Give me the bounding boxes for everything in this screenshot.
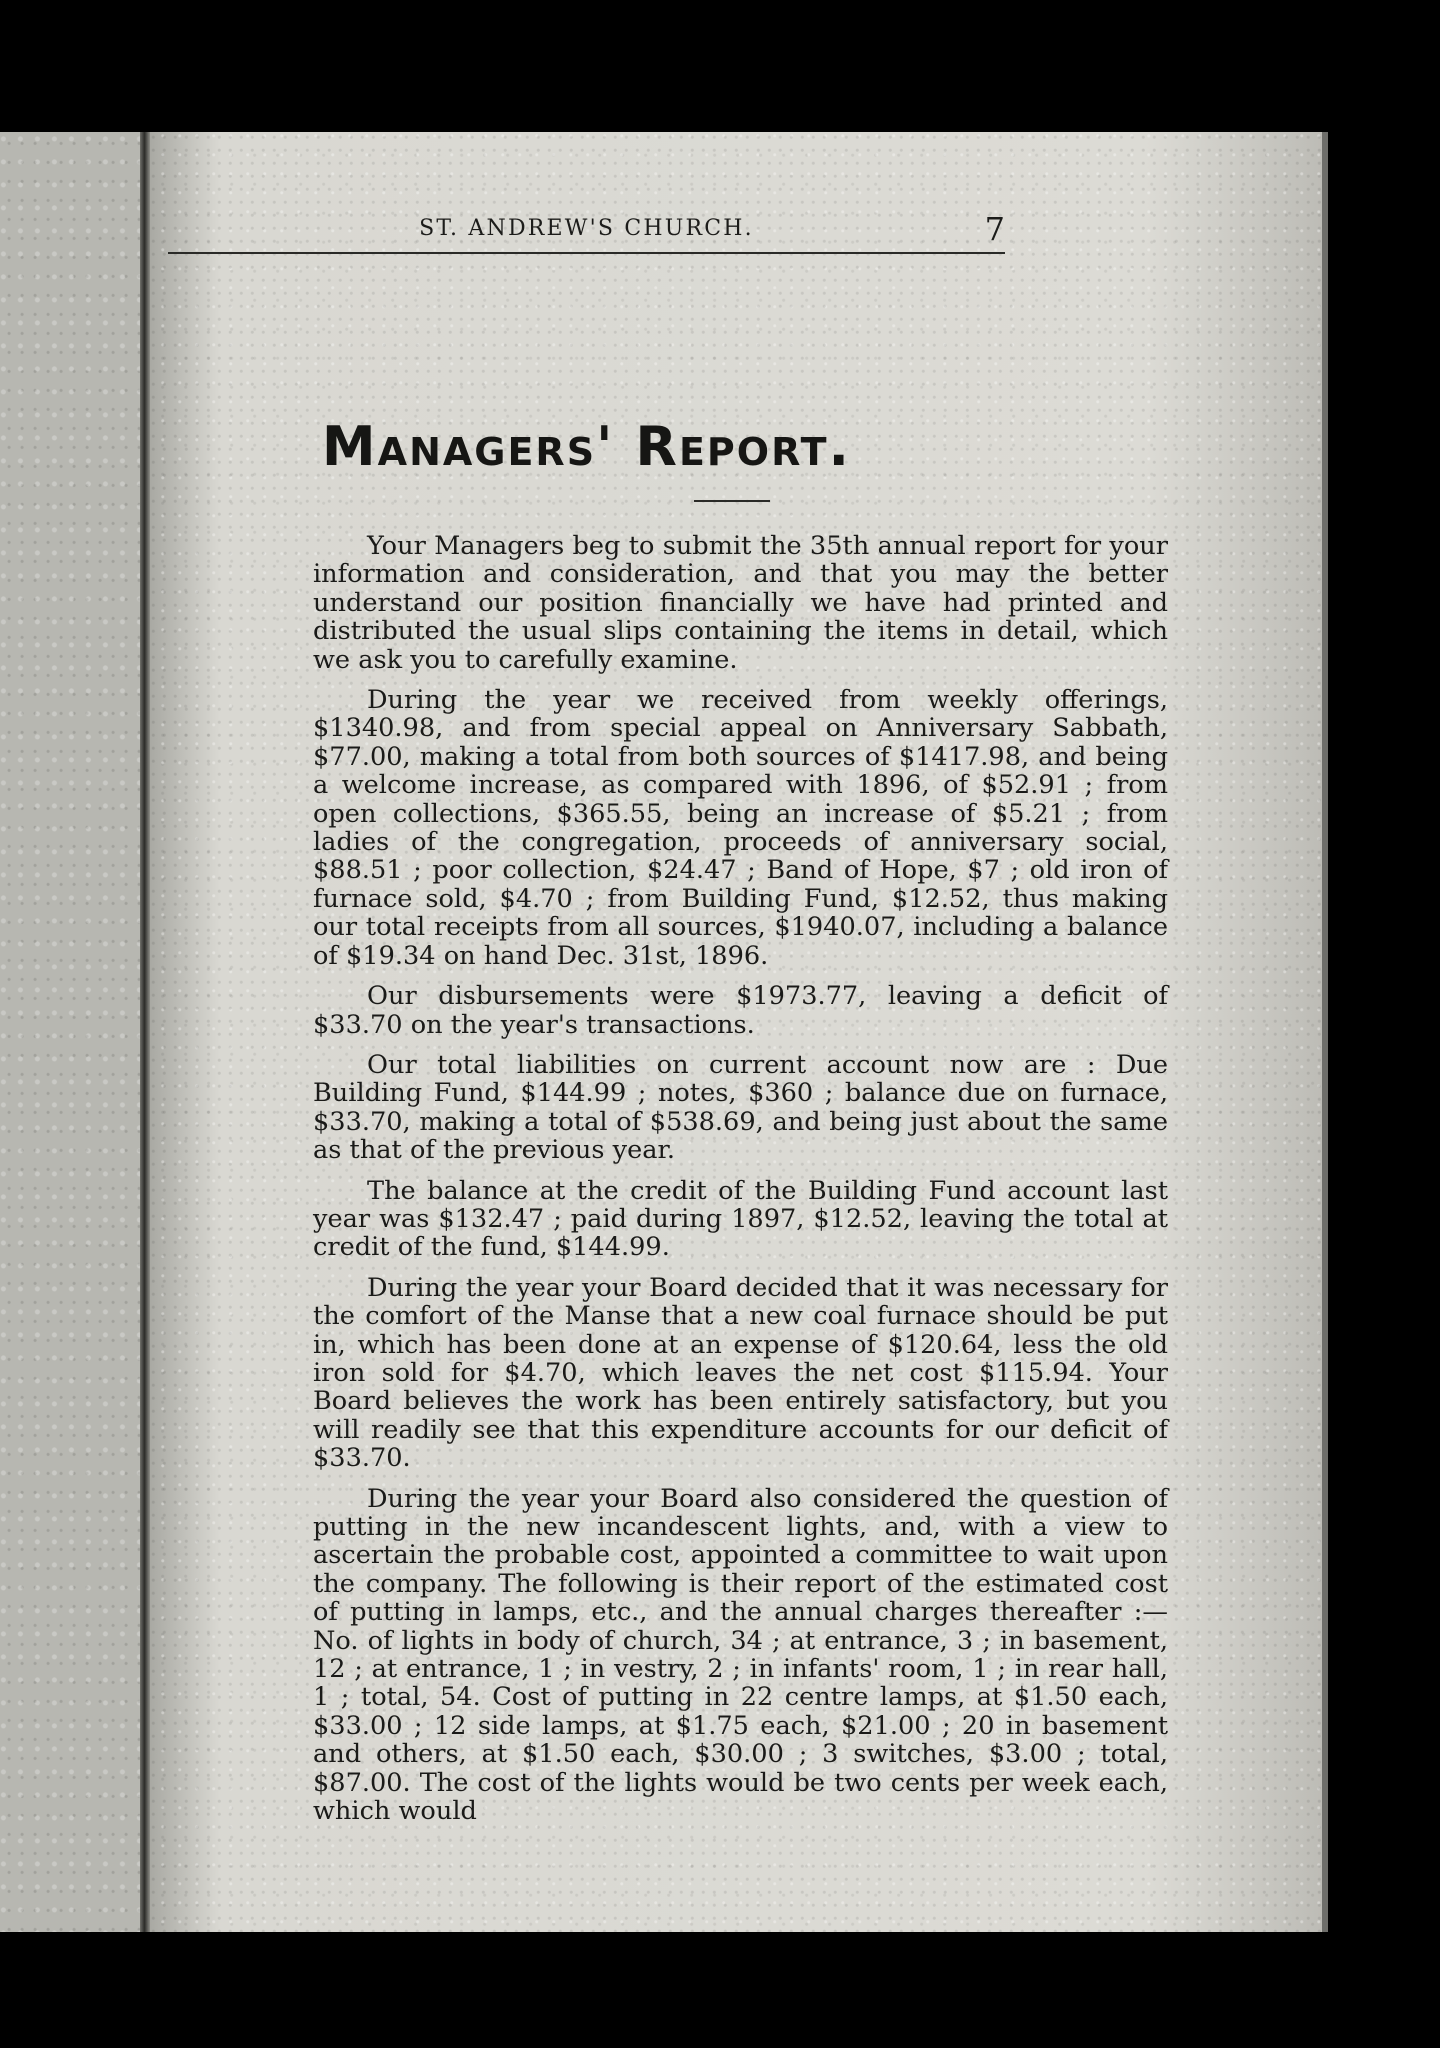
title-rule <box>694 500 770 502</box>
book-gutter <box>140 132 150 1932</box>
facing-page-edge <box>0 132 148 1932</box>
paragraph-receipts: During the year we received from weekly offerings, $1340.98, and from special appeal on Anniversary Sabbath, $77.00, making a total from both sources of $1417.98, and being a welcome increase, as compared with 1896, of $52.91 ; from open collections, $365.55, being an increase of $5.21 ; from ladies of the congregation, proceeds of anniversary social, $88.51 ; poor collection, $24.47 ; Band of Hope, $7 ; old iron of furnace sold, $4.70 ; from Building Fund, $12.52, thus making our total receipts from all sources, $1940.07, including a balance of $19.34 on hand Dec. 31st, 1896. <box>313 685 1168 971</box>
paragraph-lights: During the year your Board also considered the question of putting in the new incandescent lights, and, with a view to ascertain the probable cost, appointed a committee to wait upon the company. The following is their report of the estimated cost of putting in lamps, etc., and the annual charges thereafter :—No. of lights in body of church, 34 ; at entrance, 3 ; in basement, 12 ; at entrance, 1 ; in vestry, 2 ; in infants' room, 1 ; in rear hall, 1 ; total, 54. Cost of putting in 22 centre lamps, at $1.50 each, $33.00 ; 12 side lamps, at $1.75 each, $21.00 ; 20 in basement and others, at $1.50 each, $30.00 ; 3 switches, $3.00 ; total, $87.00. The cost of the lights would be two cents per week each, which would <box>313 1483 1168 1827</box>
paragraph-disbursements: Our disbursements were $1973.77, leaving a deficit of $33.70 on the year's transactions. <box>313 981 1168 1040</box>
report-title: Managers' Report. <box>321 415 852 478</box>
paragraph-introduction: Your Managers beg to submit the 35th annual report for your information and consideration, and that you may the better understand our position financially we have had printed and distributed the usual slips containing the items in detail, which we ask you to carefully examine. <box>313 531 1168 675</box>
paragraph-furnace: During the year your Board decided that it was necessary for the comfort of the Manse that a new coal furnace should be put in, which has been done at an expense of $120.64, less the old iron sold for $4.70, which leaves the net cost $115.94. Your Board believes the work has been entirely satisfactory, but you will readily see that this expenditure accounts for our deficit of $33.70. <box>313 1272 1168 1474</box>
page-number: 7 <box>984 210 1005 248</box>
running-header <box>168 186 1005 256</box>
paragraph-building-fund: The balance at the credit of the Building Fund account last year was $132.47 ; paid during 1897, $12.52, leaving the total at credit of the fund, $144.99. <box>313 1175 1168 1263</box>
page-edge <box>1322 132 1328 1932</box>
paragraph-liabilities: Our total liabilities on current account now are : Due Building Fund, $144.99 ; notes, $360 ; balance due on furnace, $33.70, making a total of $538.69, and being just about the same as that of the previous year. <box>313 1049 1168 1166</box>
running-title: ST. ANDREW'S CHURCH. <box>419 216 754 241</box>
header-rule <box>168 252 1005 254</box>
report-body <box>313 532 1168 1837</box>
